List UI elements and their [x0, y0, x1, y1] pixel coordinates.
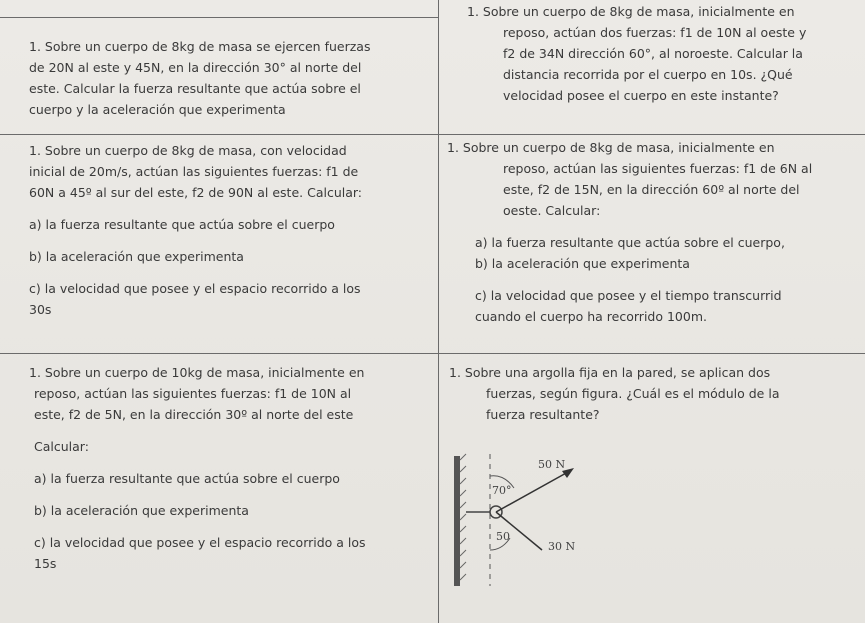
- problem-2-line-1: 1. Sobre un cuerpo de 8kg de masa, inicialmente en: [467, 4, 795, 19]
- problem-3-item-c-cont: 30s: [29, 302, 52, 317]
- problem-3-item-a: a) la fuerza resultante que actúa sobre el cuerpo: [29, 217, 335, 232]
- problem-1-line-3: este. Calcular la fuerza resultante que actúa sobre el: [29, 81, 361, 96]
- row-divider-2: [0, 353, 865, 354]
- problem-3: [29, 140, 362, 320]
- angle-top-label: 70°: [492, 484, 512, 497]
- problem-3-item-b: b) la aceleración que experimenta: [29, 249, 244, 264]
- problem-5-item-a: a) la fuerza resultante que actúa sobre el cuerpo: [34, 471, 340, 486]
- problem-4-line-1: 1. Sobre un cuerpo de 8kg de masa, inicialmente en: [447, 140, 775, 155]
- problem-4-item-a: a) la fuerza resultante que actúa sobre el cuerpo,: [475, 235, 785, 250]
- problem-1: [29, 36, 370, 120]
- problem-2-line-2: reposo, actúan dos fuerzas: f1 de 10N al oeste y: [503, 25, 807, 40]
- problem-5: [29, 362, 366, 574]
- problem-1-line-1: 1. Sobre un cuerpo de 8kg de masa se ejercen fuerzas: [29, 39, 371, 54]
- problem-4-line-2: reposo, actúan las siguientes fuerzas: f1 de 6N al: [503, 161, 813, 176]
- wall-hatching: [460, 454, 466, 580]
- row-divider-1: [0, 134, 865, 135]
- problem-4-line-3: este, f2 de 15N, en la dirección 60º al norte del: [503, 182, 800, 197]
- wall: [454, 456, 460, 586]
- problem-6-line-2: fuerzas, según figura. ¿Cuál es el módulo de la: [486, 386, 780, 401]
- problem-3-line-3: 60N a 45º al sur del este, f2 de 90N al este. Calcular:: [29, 185, 363, 200]
- problem-2-line-3: f2 de 34N dirección 60°, al noroeste. Calcular la: [503, 46, 803, 61]
- problem-5-item-c-cont: 15s: [34, 556, 57, 571]
- problem-1-line-2: de 20N al este y 45N, en la dirección 30° al norte del: [29, 60, 362, 75]
- problem-4-item-c: c) la velocidad que posee y el tiempo transcurrid: [475, 288, 782, 303]
- problem-6-line-3: fuerza resultante?: [486, 407, 600, 422]
- top-border: [0, 17, 438, 18]
- force-top-label: 50 N: [538, 458, 566, 471]
- problem-6-line-1: 1. Sobre una argolla fija en la pared, se aplican dos: [449, 365, 771, 380]
- problem-5-calc-label: Calcular:: [34, 439, 89, 454]
- problem-1-line-4: cuerpo y la aceleración que experimenta: [29, 102, 286, 117]
- problem-5-item-b: b) la aceleración que experimenta: [34, 503, 249, 518]
- problem-5-line-2: reposo, actúan las siguientes fuerzas: f1 de 10N al: [34, 386, 352, 401]
- problem-3-line-2: inicial de 20m/s, actúan las siguientes fuerzas: f1 de: [29, 164, 359, 179]
- problem-4: [447, 137, 812, 327]
- column-divider: [438, 0, 439, 623]
- problem-3-item-c: c) la velocidad que posee y el espacio recorrido a los: [29, 281, 361, 296]
- angle-bottom-label: 50: [496, 530, 510, 543]
- problem-4-line-4: oeste. Calcular:: [503, 203, 601, 218]
- problem-3-line-1: 1. Sobre un cuerpo de 8kg de masa, con velocidad: [29, 143, 347, 158]
- problem-2: [467, 1, 806, 106]
- problem-4-item-b: b) la aceleración que experimenta: [475, 256, 690, 271]
- problem-4-item-c-cont: cuando el cuerpo ha recorrido 100m.: [475, 309, 707, 324]
- force-bottom-label: 30 N: [548, 540, 576, 553]
- force-figure: [452, 446, 592, 596]
- problem-6: [449, 362, 779, 425]
- problem-5-line-3: este, f2 de 5N, en la dirección 30º al norte del este: [34, 407, 354, 422]
- problem-5-line-1: 1. Sobre un cuerpo de 10kg de masa, inicialmente en: [29, 365, 365, 380]
- problem-5-item-c: c) la velocidad que posee y el espacio recorrido a los: [34, 535, 366, 550]
- problem-2-line-4: distancia recorrida por el cuerpo en 10s. ¿Qué: [503, 67, 793, 82]
- force-diagram: [452, 446, 592, 596]
- problem-2-line-5: velocidad posee el cuerpo en este instante?: [503, 88, 779, 103]
